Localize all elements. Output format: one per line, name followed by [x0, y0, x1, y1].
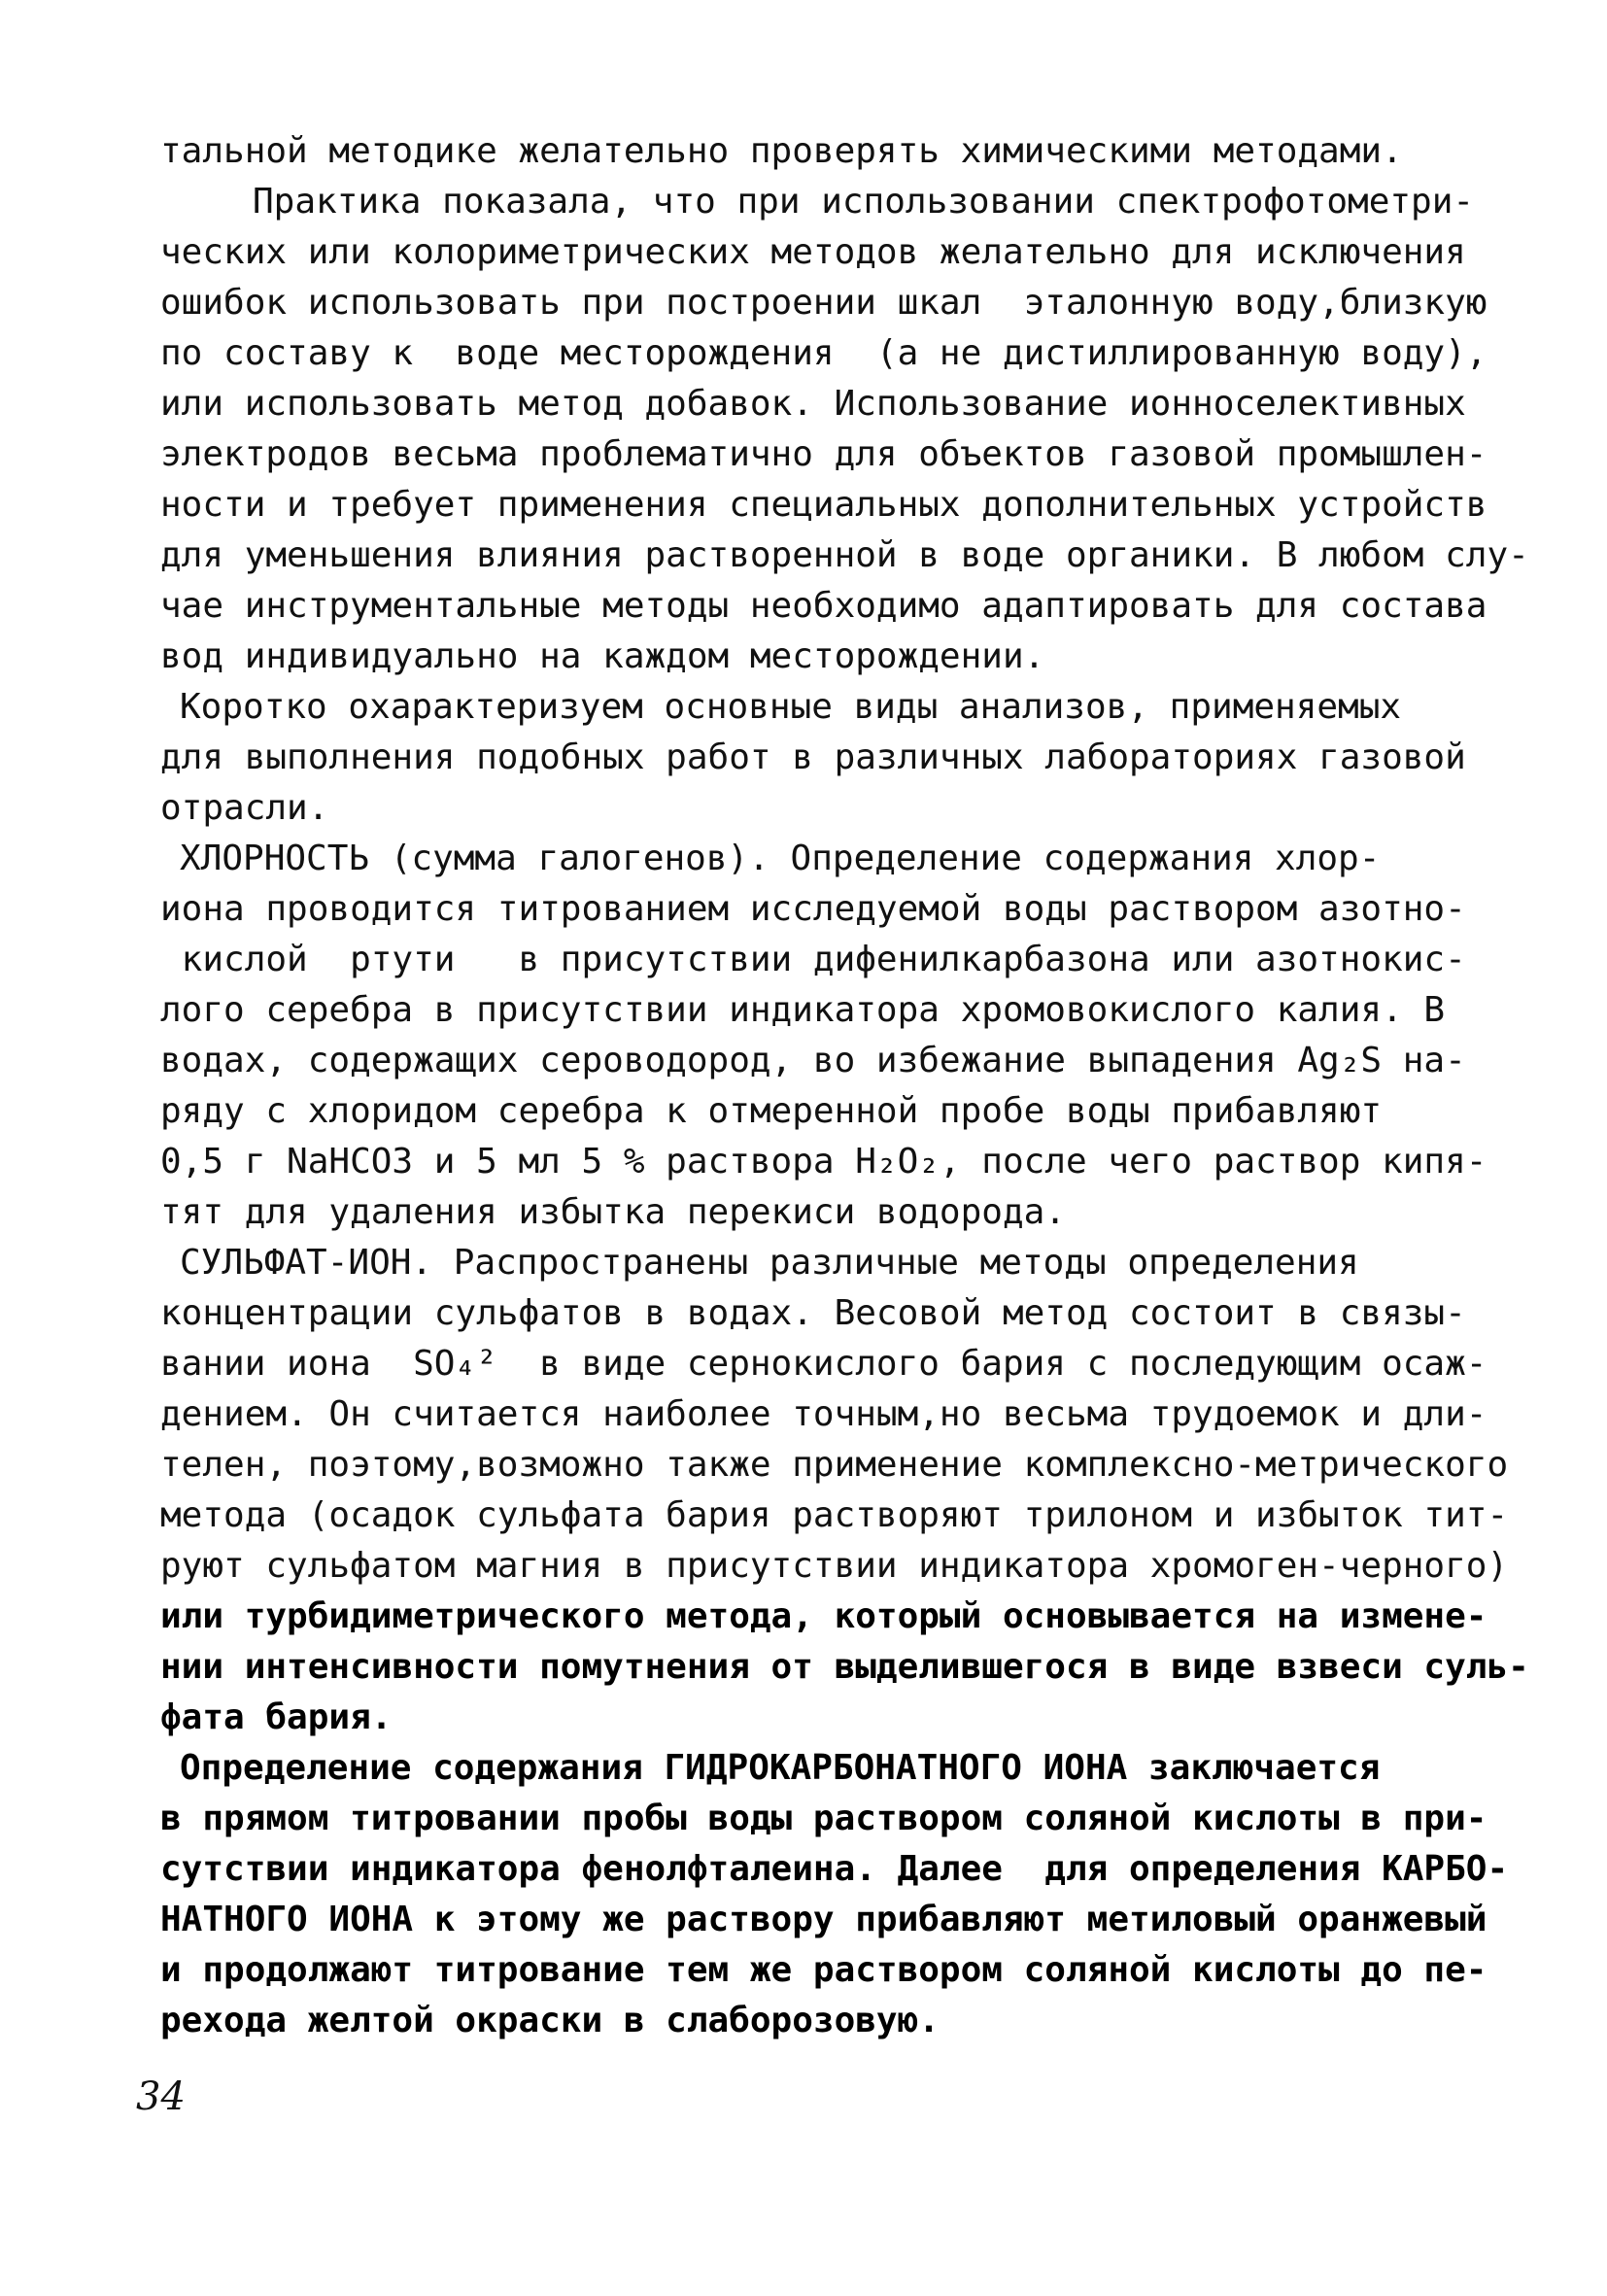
- text-line: фата бария.: [160, 1697, 393, 1737]
- text-line: СУЛЬФАТ-ИОН. Распространены различные методы определения: [180, 1243, 1359, 1283]
- text-line: концентрации сульфатов в водах. Весовой метод состоит в связы-: [160, 1293, 1466, 1333]
- body-text: [160, 126, 1529, 2046]
- text-line: рехода желтой окраски в слаборозовую.: [160, 2001, 940, 2040]
- text-line: ряду с хлоридом серебра к отмеренной пробе воды прибавляют: [160, 1091, 1383, 1131]
- text-line: электродов весьма проблематично для объектов газовой промышлен-: [160, 434, 1487, 474]
- text-line: вании иона SO₄² в виде сернокислого бария с последующим осаж-: [160, 1344, 1487, 1384]
- text-line: сутствии индикатора фенолфталеина. Далее для определения КАРБО-: [160, 1849, 1509, 1889]
- text-line: Практика показала, что при использовании спектрофотометри-: [253, 182, 1475, 222]
- text-line: лого серебра в присутствии индикатора хромовокислого калия. В: [160, 990, 1446, 1030]
- page-number: 34: [136, 2074, 186, 2119]
- text-line: для выполнения подобных работ в различных лабораториях газовой: [160, 737, 1466, 777]
- text-line: ХЛОРНОСТЬ (сумма галогенов). Определение содержания хлор-: [180, 839, 1381, 878]
- text-line: вод индивидуально на каждом месторождении.: [160, 636, 1045, 676]
- text-line: Коротко охарактеризуем основные виды анализов, применяемых: [180, 687, 1402, 727]
- text-line: Определение содержания ГИДРОКАРБОНАТНОГО ИОНА заключается: [180, 1748, 1381, 1788]
- text-line: НАТНОГО ИОНА к этому же раствору прибавляют метиловый оранжевый: [160, 1900, 1487, 1939]
- text-line: водах, содержащих сероводород, во избежание выпадения Ag₂S на-: [160, 1041, 1466, 1080]
- text-line: ности и требует применения специальных дополнительных устройств: [160, 485, 1487, 525]
- text-line: тальной методике желательно проверять химическими методами.: [160, 131, 1403, 171]
- text-line: и продолжают титрование тем же раствором соляной кислоты до пе-: [160, 1950, 1487, 1990]
- text-line: по составу к воде месторождения (а не дистиллированную воду),: [160, 333, 1487, 373]
- text-line: ошибок использовать при построении шкал эталонную воду,близкую: [160, 283, 1487, 323]
- text-line: или использовать метод добавок. Использование ионноселективных: [160, 384, 1466, 424]
- text-line: в прямом титровании пробы воды раствором соляной кислоты в при-: [160, 1799, 1487, 1838]
- text-line: или турбидиметрического метода, который основывается на измене-: [160, 1596, 1487, 1636]
- text-line: отрасли.: [160, 788, 329, 828]
- text-line: нии интенсивности помутнения от выделившегося в виде взвеси суль-: [160, 1647, 1529, 1687]
- text-line: чае инструментальные методы необходимо адаптировать для состава: [160, 586, 1487, 626]
- text-line: метода (осадок сульфата бария растворяют трилоном и избыток тит-: [160, 1495, 1509, 1535]
- text-line: 0,5 г NaHCO3 и 5 мл 5 % раствора H₂O₂, после чего раствор кипя-: [160, 1142, 1487, 1182]
- text-line: дением. Он считается наиболее точным,но весьма трудоемок и дли-: [160, 1394, 1487, 1434]
- text-line: телен, поэтому,возможно также применение комплексно-метрического: [160, 1445, 1509, 1485]
- text-line: руют сульфатом магния в присутствии индикатора хромоген-черного): [160, 1546, 1509, 1586]
- text-line: кислой ртути в присутствии дифенилкарбазона или азотнокис-: [160, 940, 1466, 979]
- text-line: для уменьшения влияния растворенной в воде органики. В любом слу-: [160, 535, 1529, 575]
- text-line: иона проводится титрованием исследуемой воды раствором азотно-: [160, 889, 1466, 929]
- text-line: ческих или колориметрических методов желательно для исключения: [160, 232, 1466, 272]
- text-line: тят для удаления избытка перекиси водорода.: [160, 1192, 1066, 1232]
